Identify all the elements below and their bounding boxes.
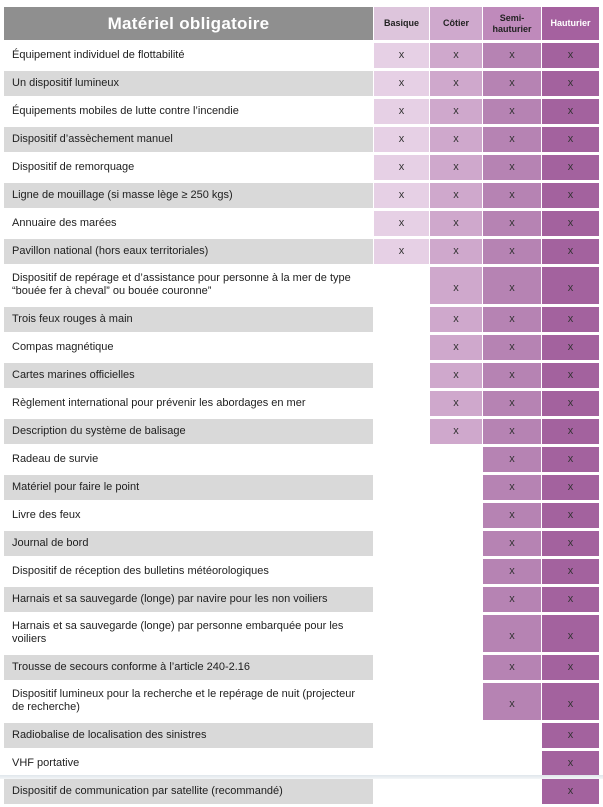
table-row: [4, 419, 599, 444]
mark-basique: x: [374, 211, 429, 236]
mark-semi-hauturier: x: [483, 183, 541, 208]
empty-cell-basique: [374, 723, 429, 748]
equipment-label: Dispositif lumineux pour la recherche et le repérage de nuit (projecteur de recherche): [4, 683, 373, 720]
mark-hauturier: x: [542, 391, 599, 416]
empty-cell-basique: [374, 531, 429, 556]
equipment-label: Pavillon national (hors eaux territoriales): [4, 239, 373, 264]
empty-cell-cotier: [430, 683, 482, 720]
mark-semi-hauturier: x: [483, 447, 541, 472]
mark-basique: x: [374, 127, 429, 152]
mark-hauturier: x: [542, 43, 599, 68]
mark-cotier: x: [430, 391, 482, 416]
equipment-label: Harnais et sa sauvegarde (longe) par navire pour les non voiliers: [4, 587, 373, 612]
equipment-label: Ligne de mouillage (si masse lège ≥ 250 kgs): [4, 183, 373, 208]
equipment-label: VHF portative: [4, 751, 373, 776]
mark-hauturier: x: [542, 71, 599, 96]
equipment-label: Dispositif de remorquage: [4, 155, 373, 180]
mark-cotier: x: [430, 335, 482, 360]
mark-semi-hauturier: x: [483, 211, 541, 236]
mark-hauturier: x: [542, 475, 599, 500]
table-row: [4, 155, 599, 180]
equipment-label: Équipement individuel de flottabilité: [4, 43, 373, 68]
mark-cotier: x: [430, 363, 482, 388]
equipment-label: Dispositif d’assèchement manuel: [4, 127, 373, 152]
column-header-cotier: [430, 7, 482, 40]
mark-hauturier: x: [542, 211, 599, 236]
mark-semi-hauturier: x: [483, 307, 541, 332]
empty-cell-basique: [374, 307, 429, 332]
table-row: [4, 267, 599, 304]
empty-cell-cotier: [430, 587, 482, 612]
empty-cell-basique: [374, 615, 429, 652]
empty-cell-cotier: [430, 655, 482, 680]
mark-semi-hauturier: x: [483, 43, 541, 68]
mark-semi-hauturier: x: [483, 71, 541, 96]
empty-cell-basique: [374, 391, 429, 416]
empty-cell-semi-hauturier: [483, 779, 541, 804]
mark-hauturier: x: [542, 419, 599, 444]
empty-cell-cotier: [430, 475, 482, 500]
empty-cell-basique: [374, 475, 429, 500]
column-header-semi-hauturier: [483, 7, 541, 40]
mark-cotier: x: [430, 155, 482, 180]
column-header-semi-hauturier-line-2: hauturier: [492, 23, 532, 34]
table-row: [4, 683, 599, 720]
column-header-basique: [374, 7, 429, 40]
mark-semi-hauturier: x: [483, 615, 541, 652]
empty-cell-basique: [374, 419, 429, 444]
mark-hauturier: x: [542, 615, 599, 652]
table-row: [4, 615, 599, 652]
table-title: Matériel obligatoire: [4, 7, 373, 40]
empty-cell-cotier: [430, 531, 482, 556]
table-row: [4, 655, 599, 680]
mark-hauturier: x: [542, 335, 599, 360]
mark-cotier: x: [430, 127, 482, 152]
table-row: [4, 447, 599, 472]
mark-hauturier: x: [542, 779, 599, 804]
mark-hauturier: x: [542, 183, 599, 208]
empty-cell-cotier: [430, 559, 482, 584]
mark-basique: x: [374, 71, 429, 96]
mark-hauturier: x: [542, 447, 599, 472]
empty-cell-basique: [374, 447, 429, 472]
empty-cell-basique: [374, 559, 429, 584]
mark-semi-hauturier: x: [483, 587, 541, 612]
table-row: [4, 43, 599, 68]
mark-hauturier: x: [542, 267, 599, 304]
mark-hauturier: x: [542, 751, 599, 776]
mark-semi-hauturier: x: [483, 531, 541, 556]
equipment-label: Journal de bord: [4, 531, 373, 556]
table-row: [4, 127, 599, 152]
mark-hauturier: x: [542, 363, 599, 388]
mark-hauturier: x: [542, 503, 599, 528]
table-row: [4, 779, 599, 804]
mark-hauturier: x: [542, 559, 599, 584]
equipment-label: Trousse de secours conforme à l’article 240-2.16: [4, 655, 373, 680]
empty-cell-cotier: [430, 723, 482, 748]
equipment-label: Livre des feux: [4, 503, 373, 528]
table-row: [4, 751, 599, 776]
column-header-cotier-line-1: Côtier: [442, 18, 469, 28]
equipment-label: Radiobalise de localisation des sinistres: [4, 723, 373, 748]
equipment-label: Matériel pour faire le point: [4, 475, 373, 500]
mark-semi-hauturier: x: [483, 683, 541, 720]
mark-hauturier: x: [542, 127, 599, 152]
table-row: [4, 503, 599, 528]
table-header-row: [4, 7, 599, 40]
equipment-label: Compas magnétique: [4, 335, 373, 360]
table-row: [4, 335, 599, 360]
equipment-label: Dispositif de repérage et d’assistance pour personne à la mer de type “bouée fer à cheval” ou bouée couronne”: [4, 267, 373, 304]
mark-cotier: x: [430, 183, 482, 208]
column-header-hauturier: [542, 7, 599, 40]
mark-cotier: x: [430, 99, 482, 124]
empty-cell-cotier: [430, 751, 482, 776]
empty-cell-semi-hauturier: [483, 751, 541, 776]
column-header-basique-line-1: Basique: [383, 18, 419, 28]
table-row: [4, 723, 599, 748]
table-row: [4, 531, 599, 556]
table-row: [4, 71, 599, 96]
empty-cell-basique: [374, 779, 429, 804]
empty-cell-basique: [374, 267, 429, 304]
mark-semi-hauturier: x: [483, 391, 541, 416]
empty-cell-cotier: [430, 615, 482, 652]
mark-hauturier: x: [542, 723, 599, 748]
mark-semi-hauturier: x: [483, 99, 541, 124]
mark-semi-hauturier: x: [483, 559, 541, 584]
empty-cell-cotier: [430, 779, 482, 804]
mark-cotier: x: [430, 211, 482, 236]
empty-cell-basique: [374, 363, 429, 388]
mark-semi-hauturier: x: [483, 503, 541, 528]
empty-cell-cotier: [430, 447, 482, 472]
table-row: [4, 307, 599, 332]
mark-semi-hauturier: x: [483, 127, 541, 152]
mark-basique: x: [374, 99, 429, 124]
empty-cell-basique: [374, 655, 429, 680]
table-row: [4, 587, 599, 612]
mark-semi-hauturier: x: [483, 267, 541, 304]
mark-semi-hauturier: x: [483, 335, 541, 360]
mark-cotier: x: [430, 307, 482, 332]
equipment-label: Règlement international pour prévenir les abordages en mer: [4, 391, 373, 416]
column-header-semi-hauturier-line-1: Semi-: [499, 12, 525, 23]
mark-hauturier: x: [542, 531, 599, 556]
mark-cotier: x: [430, 267, 482, 304]
table-row: [4, 99, 599, 124]
mark-basique: x: [374, 43, 429, 68]
table-row: [4, 239, 599, 264]
equipment-label: Harnais et sa sauvegarde (longe) par personne embarquée pour les voiliers: [4, 615, 373, 652]
equipment-label: Cartes marines officielles: [4, 363, 373, 388]
mark-basique: x: [374, 155, 429, 180]
mark-cotier: x: [430, 239, 482, 264]
mark-cotier: x: [430, 71, 482, 96]
mark-hauturier: x: [542, 239, 599, 264]
mark-basique: x: [374, 239, 429, 264]
mark-hauturier: x: [542, 683, 599, 720]
empty-cell-basique: [374, 503, 429, 528]
mark-basique: x: [374, 183, 429, 208]
mark-hauturier: x: [542, 307, 599, 332]
mark-hauturier: x: [542, 99, 599, 124]
equipment-table: [3, 4, 600, 807]
equipment-label: Radeau de survie: [4, 447, 373, 472]
table-row: [4, 183, 599, 208]
equipment-label: Trois feux rouges à main: [4, 307, 373, 332]
equipment-label: Annuaire des marées: [4, 211, 373, 236]
mark-hauturier: x: [542, 587, 599, 612]
empty-cell-basique: [374, 751, 429, 776]
equipment-label: Dispositif de communication par satellite (recommandé): [4, 779, 373, 804]
mark-hauturier: x: [542, 655, 599, 680]
table-row: [4, 363, 599, 388]
empty-cell-basique: [374, 683, 429, 720]
empty-cell-cotier: [430, 503, 482, 528]
table-row: [4, 211, 599, 236]
mark-cotier: x: [430, 43, 482, 68]
table-row: [4, 391, 599, 416]
equipment-label: Description du système de balisage: [4, 419, 373, 444]
column-header-hauturier-line-1: Hauturier: [550, 18, 591, 28]
table-body: [4, 43, 599, 804]
mark-semi-hauturier: x: [483, 475, 541, 500]
mark-semi-hauturier: x: [483, 239, 541, 264]
mark-semi-hauturier: x: [483, 419, 541, 444]
mark-semi-hauturier: x: [483, 363, 541, 388]
equipment-label: Un dispositif lumineux: [4, 71, 373, 96]
mark-semi-hauturier: x: [483, 655, 541, 680]
mark-cotier: x: [430, 419, 482, 444]
bottom-shadow: [0, 775, 603, 779]
mark-hauturier: x: [542, 155, 599, 180]
equipment-label: Équipements mobiles de lutte contre l’incendie: [4, 99, 373, 124]
equipment-label: Dispositif de réception des bulletins météorologiques: [4, 559, 373, 584]
empty-cell-semi-hauturier: [483, 723, 541, 748]
empty-cell-basique: [374, 335, 429, 360]
mark-semi-hauturier: x: [483, 155, 541, 180]
table-row: [4, 559, 599, 584]
empty-cell-basique: [374, 587, 429, 612]
table-row: [4, 475, 599, 500]
